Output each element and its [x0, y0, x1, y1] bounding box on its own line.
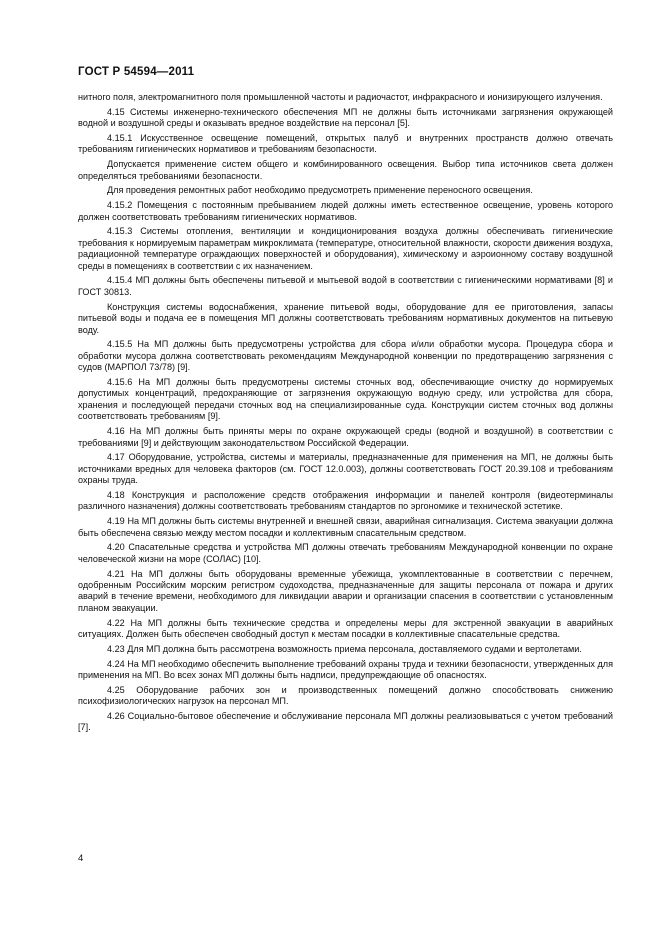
paragraph-portable-lighting: Для проведения ремонтных работ необходимо предусмотреть применение переносного освещения.	[107, 185, 533, 196]
paragraph-4-26: 4.26 Социально-бытовое обеспечение и обслуживание персонала МП должны реализовываться с учетом требований [7].	[78, 710, 613, 733]
paragraph-4-24: 4.24 На МП необходимо обеспечить выполнение требований охраны труда и техники безопасности, утвержденных для применения на МП. Во всех зонах МП должны быть надписи, предупреждающие об опасностях.	[78, 658, 613, 681]
paragraph-4-25: 4.25 Оборудование рабочих зон и производственных помещений должно способствовать снижению психофизиологических нагрузок на персонал МП.	[78, 684, 613, 707]
paragraph-4-19: 4.19 На МП должны быть системы внутренней и внешней связи, аварийная сигнализация. Система эвакуации должна быть обеспечена связью между местом посадки и коллективным спасательным средством.	[78, 516, 613, 538]
paragraph-4-15-3: 4.15.3 Системы отопления, вентиляции и кондиционирования воздуха должны обеспечивать гигиенические требования к нормируемым параметрам микроклимата (температуре, относительной влажности, скорости движения воздуха, радиационной температуре ограждающих поверхностей и оборудования), химическому и аэроионному составу воздушной среды в помещениях в соответствии с их назначением.	[78, 226, 613, 271]
paragraph-water-supply: Конструкция системы водоснабжения, хранение питьевой воды, оборудование для ее приготовления, запасы питьевой воды и подача ее в помещения МП должны соответствовать требованиям нормативных документов на питьевую воду.	[78, 301, 613, 335]
paragraph-4-15-4: 4.15.4 МП должны быть обеспечены питьевой и мытьевой водой в соответствии с гигиеническими нормативами [8] и ГОСТ 30813.	[78, 275, 613, 297]
paragraph-4-15: 4.15 Системы инженерно-технического обеспечения МП не должны быть источниками загрязнения окружающей водной и воздушной среды и оказывать вредное воздействие на персонал [5].	[78, 106, 613, 129]
paragraph-4-23: 4.23 Для МП должна быть рассмотрена возможность приема персонала, доставляемого судами и вертолетами.	[107, 643, 582, 654]
paragraph-4-16: 4.16 На МП должны быть приняты меры по охране окружающей среды (водной и воздушной) в соответствии с требованиями [9] и действующим законодательством Российской Федерации.	[78, 426, 613, 448]
paragraph-continuation: нитного поля, электромагнитного поля промышленной частоты и радиочастот, инфракрасного и ионизирующего излучения.	[78, 92, 603, 102]
paragraph-4-17: 4.17 Оборудование, устройства, системы и материалы, предназначенные для применения на МП, не должны быть источниками вредных для человека факторов (см. ГОСТ 12.0.003), должны соответствовать ГОСТ 20.39.108 и требованиям охраны труда.	[78, 452, 613, 486]
paragraph-4-15-6: 4.15.6 На МП должны быть предусмотрены системы сточных вод, обеспечивающие очистку до нормируемых допустимых концентраций, предохраняющие от загрязнения окружающую водную среду, или устройства для сбора, хранения и последующей передачи сточных вод на специализированные суда. Конструкции систем сточных вод должны соответствовать требованиям [9].	[78, 376, 613, 422]
paragraph-4-21: 4.21 На МП должны быть оборудованы временные убежища, укомплектованные в соответствии с перечнем, одобренным Российским морским регистром судоходства, предназначенные для защиты персонала от пожара и других аварий в течение времени, необходимого для ликвидации аварии и организации спасения в соответствии с установленным планом эвакуации.	[78, 568, 613, 613]
document-header: ГОСТ Р 54594—2011	[78, 66, 195, 78]
paragraph-4-15-2: 4.15.2 Помещения с постоянным пребыванием людей должны иметь естественное освещение, уровень которого должен соответствовать требованиям гигиенических нормативов.	[78, 200, 613, 222]
paragraph-4-15-5: 4.15.5 На МП должны быть предусмотрены устройства для сбора и/или обработки мусора. Процедура сбора и обработки мусора должна соответствовать рекомендациям Международной конвенции по предотвращению загрязнения с судов (МАРПОЛ 73/78) [9].	[78, 339, 613, 373]
paragraph-4-15-1: 4.15.1 Искусственное освещение помещений, открытых палуб и внутренних пространств должно отвечать требованиям гигиенических нормативов и требованиям безопасности.	[78, 132, 613, 155]
document-body	[78, 92, 613, 737]
paragraph-4-18: 4.18 Конструкция и расположение средств отображения информации и панелей контроля (видеотерминалы различного назначения) должны соответствовать требованиям стандартов по эргономике и технической эстетике.	[78, 489, 613, 512]
paragraph-4-20: 4.20 Спасательные средства и устройства МП должны отвечать требованиям Международной конвенции по охране человеческой жизни на море (СОЛАС) [10].	[78, 542, 613, 564]
paragraph-lighting-systems: Допускается применение систем общего и комбинированного освещения. Выбор типа источников света должен определяться требованиями безопасности.	[78, 159, 613, 181]
paragraph-4-22: 4.22 На МП должны быть технические средства и определены меры для экстренной эвакуации в аварийных ситуациях. Должен быть обеспечен свободный доступ к местам посадки в коллективные спасательные средства.	[78, 617, 613, 640]
page-number: 4	[78, 853, 84, 864]
